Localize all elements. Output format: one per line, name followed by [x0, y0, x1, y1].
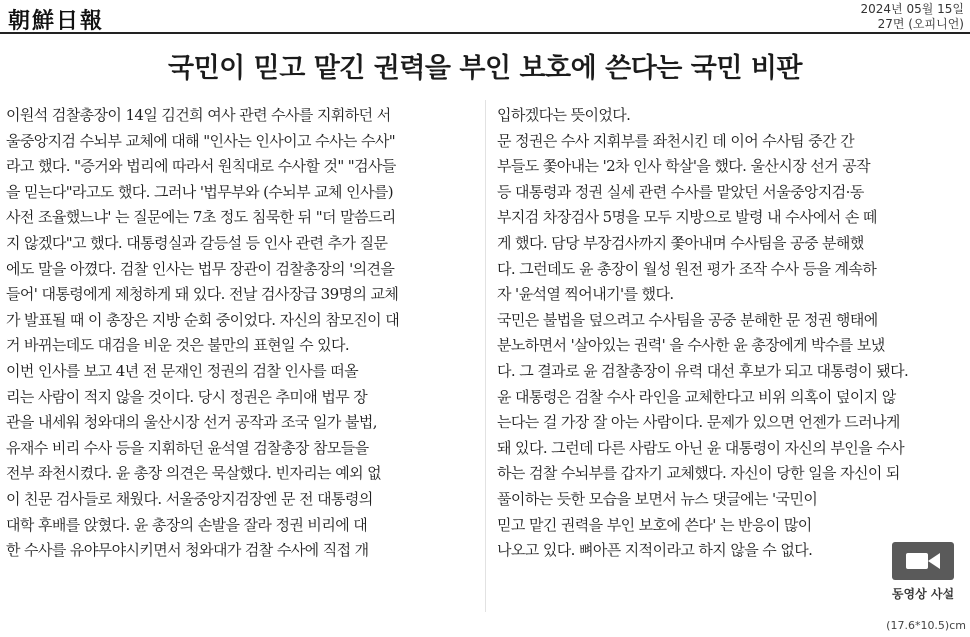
article-column-right — [497, 103, 965, 564]
text-line: 리는 사람이 적지 않을 것이다. 당시 정권은 추미애 법무 장 — [6, 387, 368, 406]
text-line: 거 바뀌는데도 대검을 비운 것은 불만의 표현일 수 있다. — [6, 336, 350, 355]
clipping-size-note: (17.6*10.5)cm — [886, 619, 966, 632]
text-line: 게 했다. 담당 부장검사까지 쫓아내며 수사팀을 공중 분해했 — [497, 233, 864, 252]
page-section: 27면 (오피니언) — [877, 17, 964, 31]
text-line: 울중앙지검 수뇌부 교체에 대해 "인사는 인사이고 수사는 수사" — [6, 131, 396, 150]
column-divider — [485, 100, 486, 612]
text-line: 는다는 걸 가장 잘 아는 사람이다. 문제가 있으면 언젠가 드러나게 — [497, 413, 900, 432]
text-line: 을 믿는다"라고도 했다. 그러나 '법무부와 (수뇌부 교체 인사를) — [6, 182, 394, 201]
text-line: 가 발표될 때 이 총장은 지방 순회 중이었다. 자신의 참모진이 대 — [6, 310, 400, 329]
text-line: 등 대통령과 정권 실세 관련 수사를 맡았던 서울중앙지검·동 — [497, 182, 864, 201]
text-line: 에도 말을 아꼈다. 검찰 인사는 법무 장관이 검찰총장의 '의견을 — [6, 259, 395, 278]
text-line: 들어' 대통령에게 제청하게 돼 있다. 전날 검사장급 39명의 교체 — [6, 285, 399, 304]
text-line: 입하겠다는 뜻이었다. — [497, 106, 631, 124]
text-line: 다. 그 결과로 윤 검찰총장이 유력 대선 후보가 되고 대통령이 됐다. — [497, 361, 909, 380]
text-line: 유재수 비리 수사 등을 지휘하던 윤석열 검찰총장 참모들을 — [6, 438, 369, 457]
text-line: 라고 했다. "증거와 법리에 따라서 원칙대로 수사할 것" "검사들 — [6, 157, 396, 176]
text-line: 이원석 검찰총장이 14일 김건희 여사 관련 수사를 지휘하던 서 — [6, 106, 391, 124]
text-line: 윤 대통령은 검찰 수사 라인을 교체한다고 비위 의혹이 덮이지 않 — [497, 387, 896, 406]
text-line: 다. 그런데도 윤 총장이 월성 원전 평가 조작 수사 등을 계속하 — [497, 259, 877, 278]
text-line: 문 정권은 수사 지휘부를 좌천시킨 데 이어 수사팀 중간 간 — [497, 131, 854, 150]
text-line: 대학 후배를 앉혔다. 윤 총장의 손발을 잘라 정권 비리에 대 — [6, 515, 368, 534]
text-line: 이번 인사를 보고 4년 전 문재인 정권의 검찰 인사를 떠올 — [6, 361, 359, 380]
text-line: 하는 검찰 수뇌부를 갑자기 교체했다. 자신이 당한 일을 자신이 되 — [497, 464, 900, 483]
article-column-left — [6, 103, 476, 564]
text-line: 지 않겠다"고 했다. 대통령실과 갈등설 등 인사 관련 추가 질문 — [6, 233, 388, 252]
text-line: 국민은 불법을 덮으려고 수사팀을 공중 분해한 문 정권 행태에 — [497, 310, 878, 329]
text-line: 나오고 있다. 뼈아픈 지적이라고 하지 않을 수 없다. — [497, 541, 813, 560]
video-editorial-button[interactable] — [882, 536, 964, 606]
text-line: 자 '윤석열 찍어내기'를 했다. — [497, 285, 674, 304]
date-block — [861, 2, 964, 32]
text-line: 전부 좌천시켰다. 윤 총장 의견은 묵살했다. 빈자리는 예외 없 — [6, 464, 382, 483]
text-line: 분노하면서 '살아있는 권력' 을 수사한 윤 총장에게 박수를 보냈 — [497, 336, 885, 355]
publication-date: 2024년 05월 15일 — [860, 2, 964, 16]
text-line: 사전 조율했느냐' 는 질문에는 7초 정도 침묵한 뒤 "더 말씀드리 — [6, 208, 396, 227]
text-line: 돼 있다. 그런데 다른 사람도 아닌 윤 대통령이 자신의 부인을 수사 — [497, 438, 904, 457]
editorial-headline: 국민이 믿고 맡긴 권력을 부인 보호에 쓴다는 국민 비판 — [167, 53, 802, 84]
header-rule — [0, 32, 970, 34]
text-line: 부지검 차장검사 5명을 모두 지방으로 발령 내 수사에서 손 떼 — [497, 208, 877, 227]
text-line: 부들도 쫓아내는 '2차 인사 학살'을 했다. 울산시장 선거 공작 — [497, 157, 870, 176]
text-line: 관을 내세워 청와대의 울산시장 선거 공작과 조국 일가 불법, — [6, 413, 377, 432]
newspaper-masthead: 朝鮮日報 — [8, 8, 105, 34]
text-line: 한 수사를 유야무야시키면서 청와대가 검찰 수사에 직접 개 — [6, 541, 369, 560]
video-editorial-label: 동영상 사설 — [891, 587, 955, 601]
text-line: 믿고 맡긴 권력을 부인 보호에 쓴다' 는 반응이 많이 — [497, 515, 812, 534]
text-line: 풀이하는 듯한 모습을 보면서 뉴스 댓글에는 '국민이 — [497, 489, 818, 508]
text-line: 이 친문 검사들로 채웠다. 서울중앙지검장엔 문 전 대통령의 — [6, 489, 373, 508]
video-camera-icon — [892, 542, 954, 580]
